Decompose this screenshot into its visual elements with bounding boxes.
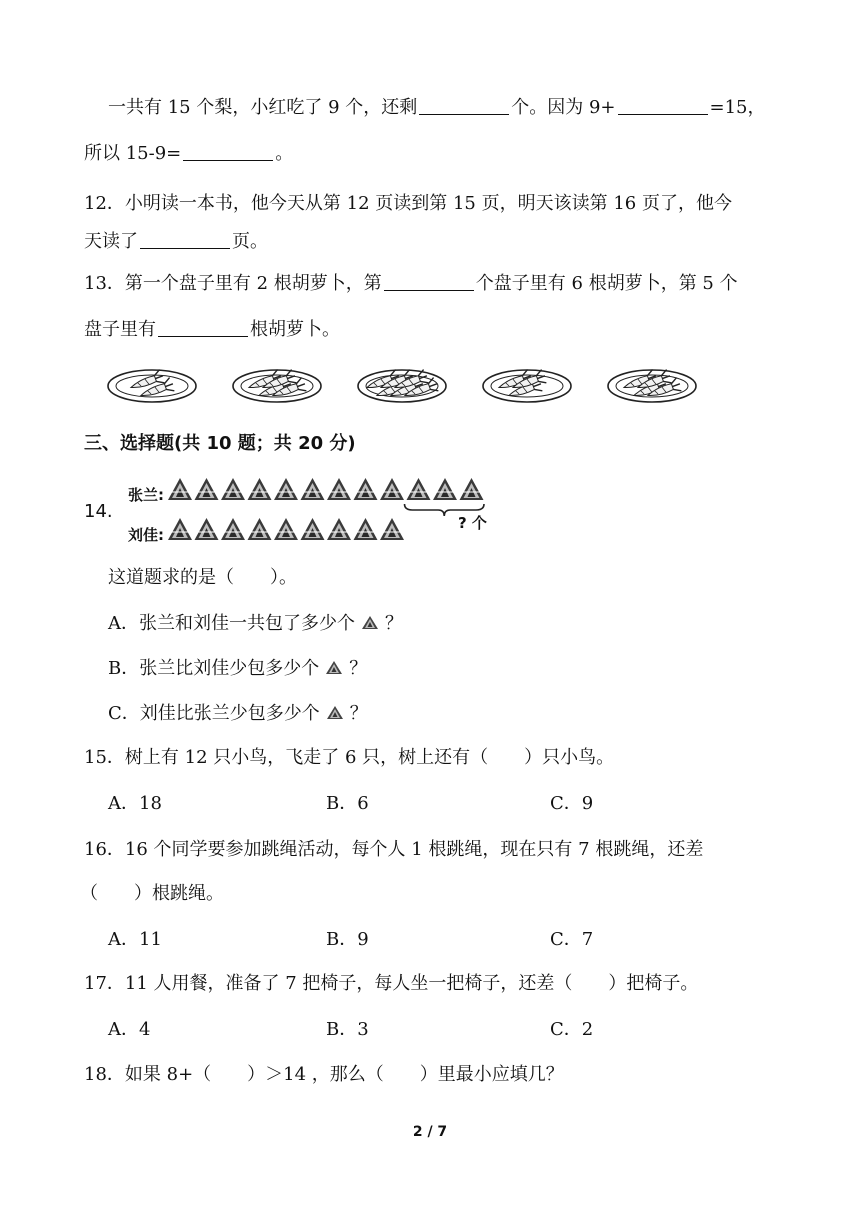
q11-text-b: 个。因为 9+ (511, 97, 616, 118)
q18-text: 18．如果 8+（ ）＞14 ，那么（ ）里最小应填几？ (84, 1064, 564, 1085)
q13-line2 (84, 318, 340, 342)
q17-option-b[interactable]: B．3 (326, 1019, 369, 1040)
q12-text-b: 页。 (232, 231, 268, 252)
q14-qmark-c: ？ (349, 703, 368, 724)
zongzi-icon (274, 518, 298, 540)
q14-label-liu: 刘佳: (128, 526, 164, 544)
zongzi-icon (221, 478, 245, 500)
carrot-plate (483, 369, 571, 402)
zongzi-icon (248, 478, 272, 500)
q12-text-a: 天读了 (84, 231, 138, 252)
zongzi-icon (460, 478, 484, 500)
zongzi-icon (354, 518, 378, 540)
zongzi-icon (327, 478, 351, 500)
zongzi-icon (301, 478, 325, 500)
q12-blank[interactable] (140, 230, 230, 249)
zongzi-icon (195, 478, 219, 500)
q14-qmark-a: ？ (385, 613, 403, 634)
q15-option-b[interactable]: B．6 (326, 793, 369, 814)
zongzi-icon (248, 518, 272, 540)
carrot-plate (108, 369, 196, 402)
q14-option-b[interactable] (108, 657, 367, 681)
zongzi-icon (327, 518, 351, 540)
q17-option-a[interactable]: A．4 (108, 1019, 151, 1040)
q14-qmark-b: ？ (349, 658, 368, 679)
q11-text-d: 所以 15-9= (84, 143, 182, 164)
section-heading: 三、选择题(共 10 题；共 20 分) (84, 433, 356, 454)
q15-option-c[interactable]: C．9 (550, 793, 594, 814)
carrot-plates-figure (110, 360, 720, 410)
q11-text-e: 。 (275, 143, 294, 164)
q13-text-a: 13．第一个盘子里有 2 根胡萝卜，第 (84, 273, 382, 294)
zongzi-icon (326, 705, 344, 721)
zongzi-icon (407, 478, 431, 500)
page-number: 2 / 7 (412, 1124, 448, 1140)
q11-blank-3[interactable] (183, 142, 273, 161)
q14-option-c-text: C．刘佳比张兰少包多少个 (108, 703, 320, 724)
q13-blank-1[interactable] (384, 272, 474, 291)
zongzi-icon (433, 478, 457, 500)
zongzi-icon (361, 615, 379, 631)
zongzi-icon (274, 478, 298, 500)
q11-blank-2[interactable] (618, 96, 708, 115)
q12-text: 12．小明读一本书，他今天从第 12 页读到第 15 页，明天该读第 16 页了，他今 (84, 193, 732, 214)
zongzi-icon (168, 478, 192, 500)
q13-text-c: 盘子里有 (84, 319, 156, 340)
zongzi-icon (301, 518, 325, 540)
q16-option-c[interactable]: C．7 (550, 929, 594, 950)
q11-line2 (84, 142, 293, 166)
q15-option-a[interactable]: A．18 (108, 793, 162, 814)
q14-question: 这道题求的是（ ）。 (108, 567, 297, 588)
q13-line1 (84, 272, 738, 296)
zongzi-icon (168, 518, 192, 540)
zongzi-icon (380, 518, 404, 540)
q17-option-c[interactable]: C．2 (550, 1019, 594, 1040)
carrot-plate (608, 369, 696, 402)
q16-option-a[interactable]: A．11 (108, 929, 162, 950)
zongzi-icon (325, 660, 343, 676)
q14-option-c[interactable] (108, 702, 368, 726)
q14-label-zhang: 张兰: (128, 486, 164, 504)
q11-text-a: 一共有 15 个梨，小红吃了 9 个，还剩 (108, 97, 418, 118)
q15-text: 15．树上有 12 只小鸟，飞走了 6 只，树上还有（ ）只小鸟。 (84, 747, 615, 768)
q13-text-d: 根胡萝卜。 (250, 319, 340, 340)
carrot-plate (233, 369, 321, 402)
carrot-plate (358, 369, 446, 402)
q14-brace-label: ? 个 (458, 514, 487, 532)
q14-option-a-text: A．张兰和刘佳一共包了多少个 (108, 613, 355, 634)
q13-blank-2[interactable] (158, 318, 248, 337)
q14-option-a[interactable] (108, 612, 403, 636)
q17-text: 17．11 人用餐，准备了 7 把椅子，每人坐一把椅子，还差（ ）把椅子。 (84, 973, 699, 994)
zongzi-icon (195, 518, 219, 540)
q14-number: 14. (84, 501, 113, 522)
q11-text-c: =15， (709, 97, 766, 118)
q11-blank-1[interactable] (419, 96, 509, 115)
q16-line1: 16．16 个同学要参加跳绳活动，每个人 1 根跳绳，现在只有 7 根跳绳，还差 (84, 839, 704, 860)
q14-option-b-text: B．张兰比刘佳少包多少个 (108, 658, 320, 679)
zongzi-icon (221, 518, 245, 540)
q11-line1 (108, 96, 766, 120)
q12-line2 (84, 230, 268, 254)
q12-line1 (84, 192, 732, 216)
q16-option-b[interactable]: B．9 (326, 929, 369, 950)
zongzi-icon (354, 478, 378, 500)
q16-line2: （ ）根跳绳。 (80, 883, 224, 904)
q13-text-b: 个盘子里有 6 根胡萝卜，第 5 个 (475, 273, 738, 294)
zongzi-icon (380, 478, 404, 500)
